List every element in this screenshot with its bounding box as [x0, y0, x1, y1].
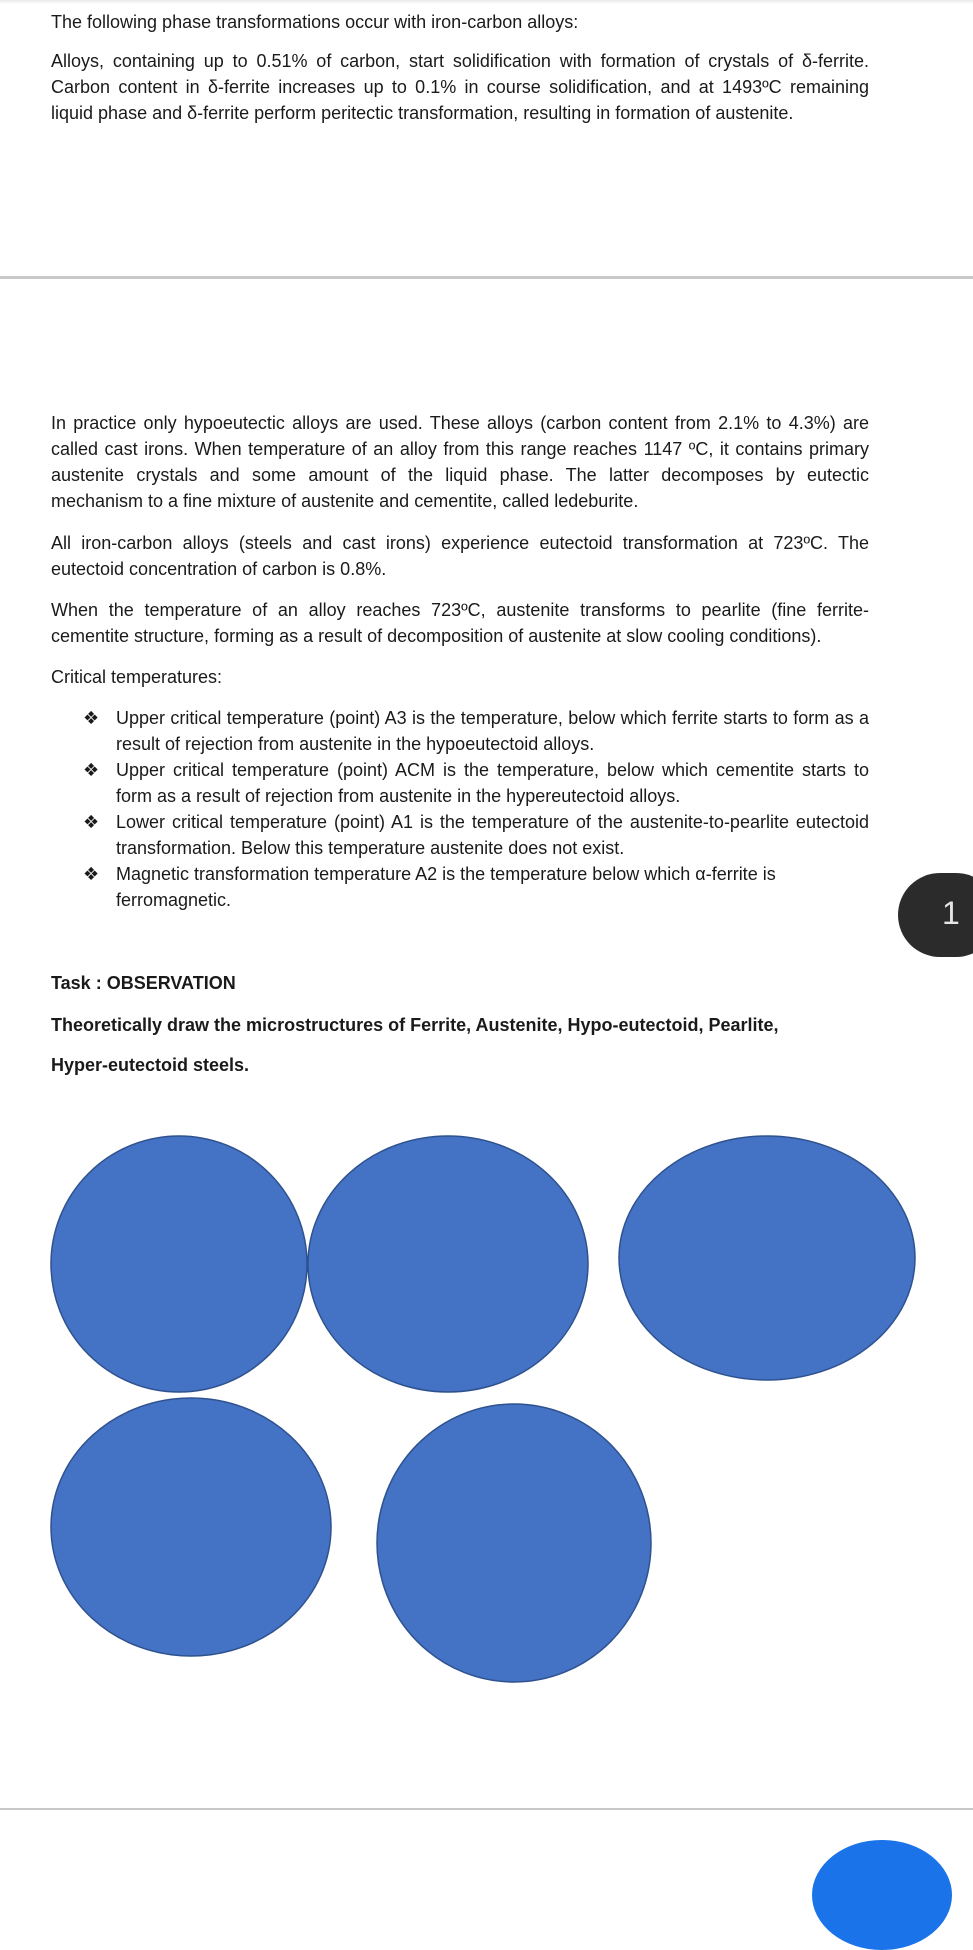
list-item-text: Magnetic transformation temperature A2 is the temperature below which α-ferrite is ferromagnetic. — [116, 864, 776, 910]
page-divider — [0, 276, 973, 279]
list-item — [51, 809, 869, 861]
list-item — [51, 861, 869, 913]
paragraph-peritectic: Alloys, containing up to 0.51% of carbon, start solidification with formation of crystals of δ-ferrite. Carbon content in δ-ferrite increases up to 0.1% in course solidification, and at 1493ºC remaining liquid phase and δ-ferrite perform peritectic transformation, resulting in formation of austenite. — [51, 51, 869, 123]
task-instruction-line-1: Theoretically draw the microstructures of Ferrite, Austenite, Hypo-eutectoid, Pearlite, — [51, 1015, 779, 1035]
page-number: 1 — [942, 895, 960, 931]
drawing-circle — [619, 1136, 915, 1380]
page-number-badge[interactable] — [898, 873, 973, 957]
list-item — [51, 705, 869, 757]
drawing-circle — [308, 1136, 588, 1392]
drawing-circle — [51, 1398, 331, 1656]
drawing-circle — [51, 1136, 307, 1392]
microstructure-drawing-area — [0, 1120, 973, 1690]
paragraph-cast-irons: In practice only hypoeutectic alloys are used. These alloys (carbon content from 2.1% to 4.3%) are called cast irons. When temperature of an alloy from this range reaches 1147 ºC, it contains primary austenite crystals and some amount of the liquid phase. The latter decomposes by eutectic mechanism to a fine mixture of austenite and cementite, called ledeburite. — [51, 413, 869, 511]
bullet-diamond-icon: ❖ — [83, 864, 100, 884]
critical-temperatures-heading: Critical temperatures: — [51, 667, 223, 687]
bullet-diamond-icon: ❖ — [83, 812, 100, 832]
task-instruction-line-2: Hyper-eutectoid steels. — [51, 1055, 250, 1075]
list-item-text: Upper critical temperature (point) ACM is the temperature, below which cementite starts to form as a result of rejection from austenite in the hypereutectoid alloys. — [116, 760, 869, 806]
page-divider — [0, 1808, 973, 1810]
page-top-edge — [0, 0, 973, 4]
list-item-text: Upper critical temperature (point) A3 is the temperature, below which ferrite starts to form as a result of rejection from austenite in the hypoeutectoid alloys. — [116, 708, 869, 754]
paragraph-pearlite: When the temperature of an alloy reaches 723ºC, austenite transforms to pearlite (fine ferrite-cementite structure, forming as a result of decomposition of austenite at slow cooling conditions). — [51, 600, 869, 646]
list-item — [51, 757, 869, 809]
bullet-diamond-icon: ❖ — [83, 760, 100, 780]
list-item-text: Lower critical temperature (point) A1 is the temperature of the austenite-to-pearlite eutectoid transformation. Below this temperature austenite does not exist. — [116, 812, 869, 858]
drawing-circle — [377, 1404, 651, 1682]
paragraph-eutectoid: All iron-carbon alloys (steels and cast irons) experience eutectoid transformation at 723ºC. The eutectoid concentration of carbon is 0.8%. — [51, 533, 869, 579]
task-label: Task : OBSERVATION — [51, 973, 236, 993]
critical-temperatures-list — [51, 705, 869, 913]
bullet-diamond-icon: ❖ — [83, 708, 100, 728]
intro-text: The following phase transformations occur with iron-carbon alloys: — [51, 12, 579, 32]
floating-action-button[interactable] — [812, 1840, 952, 1950]
